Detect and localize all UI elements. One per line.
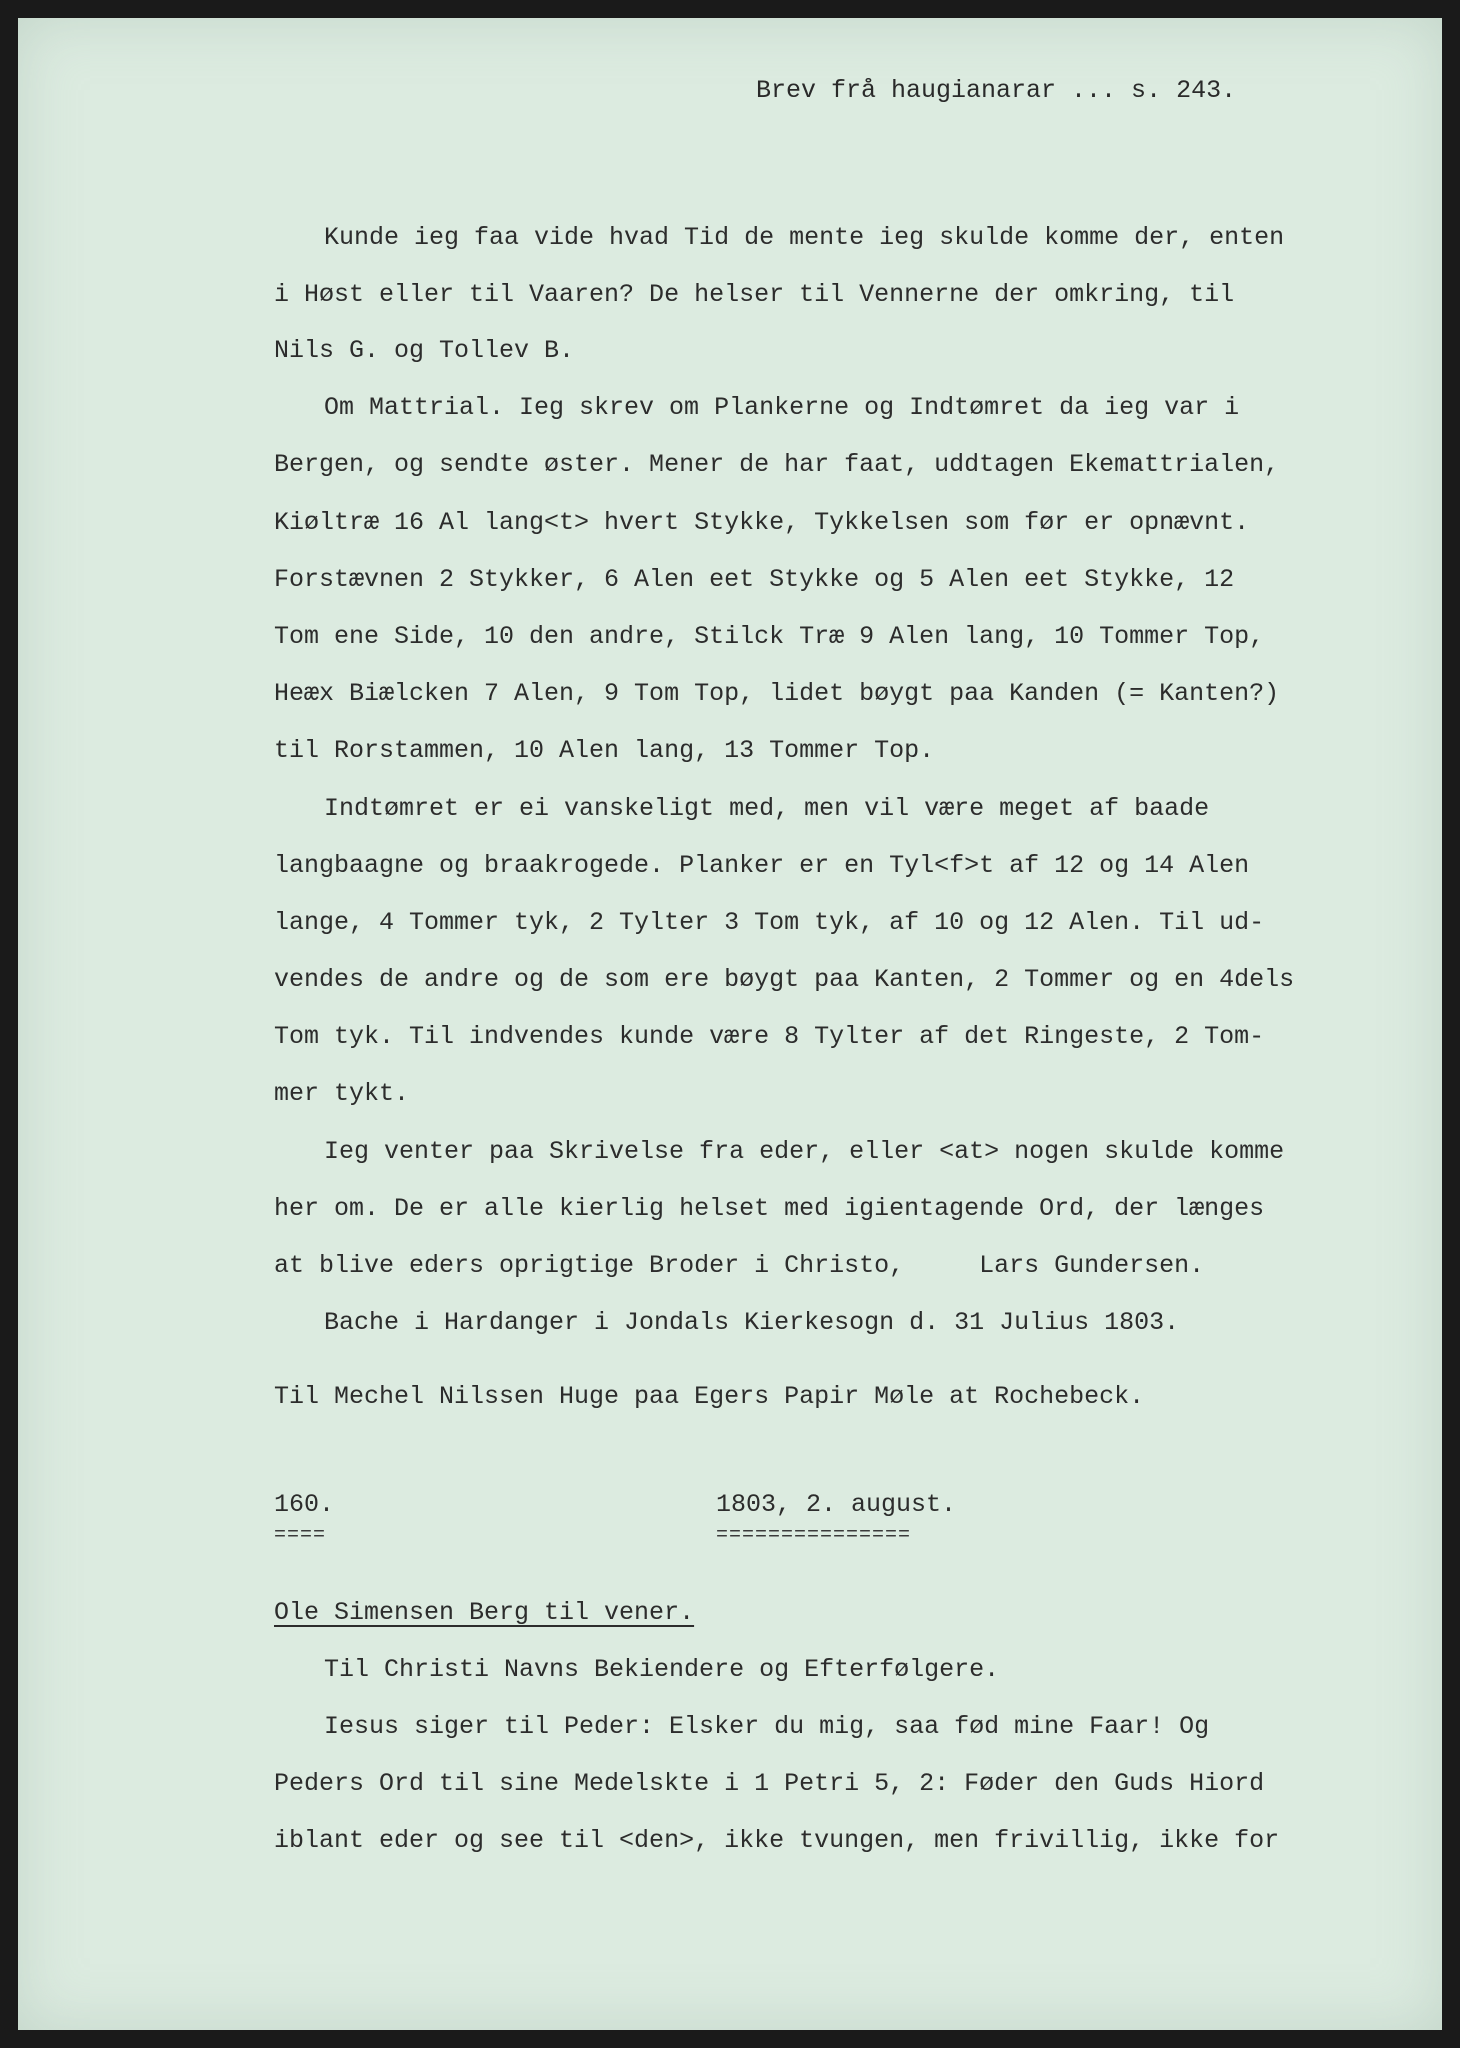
letter-line: Kiøltræ 16 Al lang<t> hvert Stykke, Tykkelsen som før er opnævnt. xyxy=(274,508,1250,537)
entry-title: Ole Simensen Berg til vener. xyxy=(274,1598,695,1627)
letter-line: i Høst eller til Vaaren? De helser til Vennerne der omkring, til xyxy=(274,280,1235,309)
letter-line: Tom tyk. Til indvendes kunde være 8 Tylter af det Ringeste, 2 Tom- xyxy=(274,1022,1265,1051)
letter-line: vendes de andre og de som ere bøygt paa Kanten, 2 Tommer og en 4dels xyxy=(274,965,1295,994)
letter-line: Bache i Hardanger i Jondals Kierkesogn d. 31 Julius 1803. xyxy=(324,1308,1180,1337)
letter-line: Forstævnen 2 Stykker, 6 Alen eet Stykke og 5 Alen eet Stykke, 12 xyxy=(274,565,1235,594)
letter-line: Heæx Biælcken 7 Alen, 9 Tom Top, lidet bøygt paa Kanden (= Kanten?) xyxy=(274,679,1280,708)
entry-line: Peders Ord til sine Medelskte i 1 Petri 5, 2: Føder den Guds Hiord xyxy=(274,1769,1265,1798)
entry-number: 160. xyxy=(274,1490,335,1519)
letter-line: Ieg venter paa Skrivelse fra eder, eller <at> nogen skulde komme xyxy=(324,1137,1285,1166)
document-page xyxy=(18,18,1442,2030)
letter-line: lange, 4 Tommer tyk, 2 Tylter 3 Tom tyk, af 10 og 12 Alen. Til ud- xyxy=(274,908,1265,937)
entry-line: Til Christi Navns Bekiendere og Efterfølgere. xyxy=(324,1655,1000,1684)
letter-line: Om Mattrial. Ieg skrev om Plankerne og Indtømret da ieg var i xyxy=(324,393,1240,422)
entry-date-rule: =============== xyxy=(716,1524,912,1547)
letter-line: Bergen, og sendte øster. Mener de har faat, uddtagen Ekemattrialen, xyxy=(274,450,1280,479)
letter-line: Kunde ieg faa vide hvad Tid de mente ieg skulde komme der, enten xyxy=(324,223,1285,252)
letter-line: Nils G. og Tollev B. xyxy=(274,336,575,365)
letter-line: at blive eders oprigtige Broder i Christo, Lars Gundersen. xyxy=(274,1251,1205,1280)
entry-number-rule: ==== xyxy=(274,1524,327,1547)
entry-date: 1803, 2. august. xyxy=(716,1490,957,1519)
letter-line: Til Mechel Nilssen Huge paa Egers Papir Møle at Rochebeck. xyxy=(274,1382,1145,1411)
letter-line: til Rorstammen, 10 Alen lang, 13 Tommer Top. xyxy=(274,736,935,765)
page-header: Brev frå haugianarar ... s. 243. xyxy=(756,76,1237,105)
letter-line: langbaagne og braakrogede. Planker er en Tyl<f>t af 12 og 14 Alen xyxy=(274,851,1250,880)
letter-line: her om. De er alle kierlig helset med igientagende Ord, der længes xyxy=(274,1194,1265,1223)
entry-line: Iesus siger til Peder: Elsker du mig, saa fød mine Faar! Og xyxy=(324,1712,1210,1741)
letter-line: Tom ene Side, 10 den andre, Stilck Træ 9 Alen lang, 10 Tommer Top, xyxy=(274,622,1265,651)
letter-line: Indtømret er ei vanskeligt med, men vil være meget af baade xyxy=(324,794,1210,823)
letter-line: mer tykt. xyxy=(274,1079,410,1108)
entry-line: iblant eder og see til <den>, ikke tvungen, men frivillig, ikke for xyxy=(274,1826,1280,1855)
